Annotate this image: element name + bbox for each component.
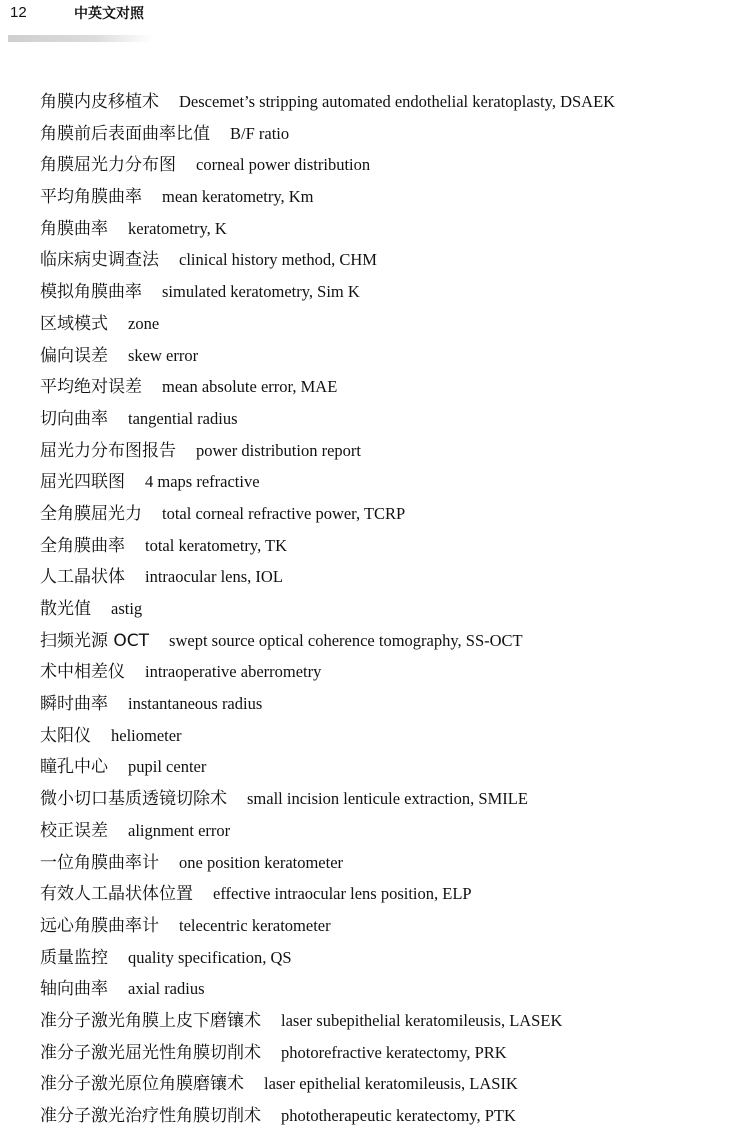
glossary-entry (40, 815, 720, 847)
glossary-entry (40, 435, 720, 467)
glossary-entry (40, 942, 720, 974)
glossary-entry (40, 593, 720, 625)
glossary-entry (40, 371, 720, 403)
english-term: corneal power distribution (196, 155, 371, 175)
chinese-term: 全角膜屈光力 (40, 503, 142, 524)
english-term: pupil center (128, 757, 207, 777)
glossary-list (40, 86, 720, 1132)
english-term: intraoperative aberrometry (145, 662, 322, 682)
chinese-term: 轴向曲率 (40, 979, 108, 1000)
chinese-term: 微小切口基质透镜切除术 (40, 789, 227, 810)
english-term: effective intraocular lens position, ELP (213, 884, 472, 904)
english-term: B/F ratio (230, 123, 290, 143)
english-term: instantaneous radius (128, 694, 263, 714)
glossary-entry (40, 530, 720, 562)
glossary-entry (40, 973, 720, 1005)
glossary-entry (40, 751, 720, 783)
chinese-term: 切向曲率 (40, 408, 108, 429)
chinese-term: 偏向误差 (40, 345, 108, 366)
chinese-term: 散光值 (40, 599, 91, 619)
glossary-entry (40, 1037, 720, 1069)
chinese-term: 模拟角膜曲率 (40, 282, 142, 303)
glossary-entry (40, 466, 720, 498)
english-term: phototherapeutic keratectomy, PTK (281, 1106, 516, 1125)
chinese-term: 角膜内皮移植术 (40, 92, 159, 112)
english-term: total keratometry, TK (145, 535, 288, 555)
glossary-entry (40, 276, 720, 308)
english-term: power distribution report (196, 440, 361, 460)
english-term: axial radius (128, 979, 205, 999)
english-term: photorefractive keratectomy, PRK (281, 1042, 507, 1062)
chinese-term: 校正误差 (40, 820, 108, 841)
english-term: tangential radius (128, 408, 238, 428)
english-term: heliometer (111, 725, 182, 745)
glossary-entry (40, 213, 720, 245)
chinese-term: 太阳仪 (40, 725, 91, 746)
chinese-term: 瞳孔中心 (40, 757, 108, 778)
glossary-entry (40, 118, 720, 150)
english-term: swept source optical coherence tomography, SS-OCT (169, 630, 523, 650)
running-title: 中英文对照 (74, 6, 144, 22)
glossary-entry (40, 149, 720, 181)
english-term: simulated keratometry, Sim K (162, 282, 360, 302)
english-term: quality specification, QS (128, 947, 292, 967)
english-term: telecentric keratometer (179, 915, 331, 935)
english-term: Descemet’s stripping automated endothelial keratoplasty, DSAEK (179, 92, 616, 111)
glossary-entry (40, 878, 720, 910)
glossary-entry (40, 403, 720, 435)
glossary-entry (40, 498, 720, 530)
english-term: astig (111, 599, 143, 618)
english-term: total corneal refractive power, TCRP (162, 503, 406, 523)
glossary-entry (40, 656, 720, 688)
glossary-entry (40, 625, 720, 657)
glossary-entry (40, 1100, 720, 1132)
header-decoration-bar (8, 35, 153, 42)
chinese-term: 区域模式 (40, 313, 108, 334)
english-term: zone (128, 313, 160, 333)
page-header (10, 0, 710, 26)
chinese-term: 远心角膜曲率计 (40, 915, 159, 936)
glossary-entry (40, 244, 720, 276)
chinese-term: 角膜曲率 (40, 218, 108, 239)
glossary-entry (40, 910, 720, 942)
english-term: alignment error (128, 820, 231, 840)
english-term: mean keratometry, Km (162, 187, 314, 207)
english-term: small incision lenticule extraction, SMILE (247, 789, 528, 809)
chinese-term: 平均角膜曲率 (40, 187, 142, 208)
chinese-term: 角膜前后表面曲率比值 (40, 123, 210, 144)
glossary-entry (40, 340, 720, 372)
glossary-entry (40, 1068, 720, 1100)
english-term: laser epithelial keratomileusis, LASIK (264, 1074, 518, 1094)
english-term: one position keratometer (179, 852, 344, 872)
chinese-term: 屈光四联图 (40, 472, 125, 493)
glossary-entry (40, 1005, 720, 1037)
page-number: 12 (10, 4, 27, 21)
chinese-term: 扫频光源 OCT (40, 630, 150, 651)
chinese-term: 角膜屈光力分布图 (40, 155, 176, 176)
english-term: skew error (128, 345, 199, 365)
chinese-term: 瞬时曲率 (40, 694, 108, 715)
glossary-entry (40, 688, 720, 720)
glossary-entry (40, 847, 720, 879)
glossary-entry (40, 783, 720, 815)
chinese-term: 准分子激光原位角膜磨镶术 (40, 1074, 244, 1095)
glossary-entry (40, 561, 720, 593)
chinese-term: 准分子激光角膜上皮下磨镶术 (40, 1010, 261, 1031)
english-term: laser subepithelial keratomileusis, LASEK (281, 1010, 563, 1030)
chinese-term: 准分子激光屈光性角膜切削术 (40, 1042, 261, 1063)
chinese-term: 准分子激光治疗性角膜切削术 (40, 1106, 261, 1126)
chinese-term: 屈光力分布图报告 (40, 440, 176, 461)
chinese-term: 全角膜曲率 (40, 535, 125, 556)
chinese-term: 有效人工晶状体位置 (40, 884, 193, 905)
english-term: clinical history method, CHM (179, 250, 377, 270)
chinese-term: 平均绝对误差 (40, 377, 142, 398)
english-term: mean absolute error, MAE (162, 377, 338, 397)
english-term: intraocular lens, IOL (145, 567, 283, 587)
chinese-term: 人工晶状体 (40, 567, 125, 588)
glossary-entry (40, 308, 720, 340)
english-term: keratometry, K (128, 218, 227, 238)
chinese-term: 临床病史调查法 (40, 250, 159, 271)
english-term: 4 maps refractive (145, 472, 260, 492)
chinese-term: 术中相差仪 (40, 662, 125, 683)
glossary-entry (40, 181, 720, 213)
glossary-entry (40, 720, 720, 752)
chinese-term: 质量监控 (40, 947, 108, 968)
chinese-term: 一位角膜曲率计 (40, 852, 159, 873)
glossary-entry (40, 86, 720, 118)
